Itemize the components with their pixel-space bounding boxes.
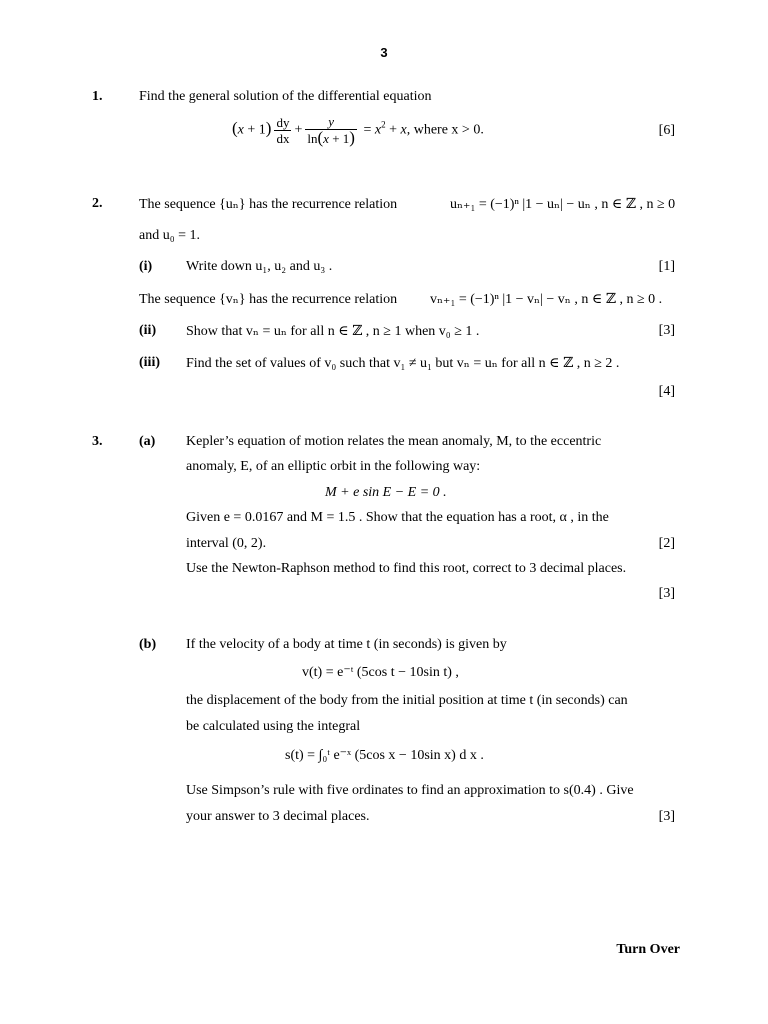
question-3-a-line-1: Kepler’s equation of motion relates the mean anomaly, M, to the eccentric [186,434,602,449]
question-3-a-label: (a) [139,434,156,449]
question-3-b-label: (b) [139,637,157,652]
question-3-a-line-2: anomaly, E, of an elliptic orbit in the following way: [186,459,481,474]
y-over-ln-fraction: $\frac{y}{\ln(x + 1)}$ [307,114,355,147]
question-2-iii-label: (iii) [139,355,160,370]
question-2-i-marks: [1] [658,259,675,274]
question-3-number: 3. [92,434,103,449]
question-1-equation: (x + 1) $\frac{dy}{dx}$ + $\frac{y}{\ln(x + 1)}$ = $x^2 + x$, where x > 0. [232,114,484,147]
question-2-initial-value: and u₀ = 1. [139,228,200,243]
question-3-a-marks-1: [2] [658,536,675,551]
question-2-ii-text: Show that vₙ = uₙ for all n ∈ ℤ , n ≥ 1 when v₀ ≥ 1 . [186,324,480,339]
dy-dx-fraction: $\frac{dy}{dx}$ [276,114,290,146]
question-2-ii-marks: [3] [658,323,675,338]
question-2-ii-label: (ii) [139,323,157,338]
question-3-b-line-1: If the velocity of a body at time t (in seconds) is given by [186,637,507,652]
displacement-integral: s(t) = ∫₀ᵗ e⁻ˣ (5cos x − 10sin x) d x . [285,748,484,763]
question-3-a-marks-2: [3] [658,586,675,601]
question-3-b-line-4: Use Simpson’s rule with five ordinates to find an approximation to s(0.4) . Give [186,783,634,798]
question-2-iii-marks: [4] [658,384,675,399]
question-2-v-relation: vₙ₊₁ = (−1)ⁿ |1 − vₙ| − vₙ , n ∈ ℤ , n ≥ 0 . [430,292,663,307]
question-3-a-line-4: interval (0, 2). [186,536,267,551]
question-3-a-line-3: Given e = 0.0167 and M = 1.5 . Show that the equation has a root, α , in the [186,510,609,525]
question-1-number: 1. [92,89,103,104]
question-3-b-line-2: the displacement of the body from the initial position at time t (in seconds) can [186,693,628,708]
question-2-relation: uₙ₊₁ = (−1)ⁿ |1 − uₙ| − uₙ , n ∈ ℤ , n ≥ 0 [450,197,676,212]
question-1-marks: [6] [658,123,675,138]
question-2-i-text: Write down u₁, u₂ and u₃ . [186,259,333,274]
question-2-intro: The sequence {uₙ} has the recurrence relation [139,197,398,212]
question-3-b-marks: [3] [658,809,675,824]
question-1-text: Find the general solution of the differential equation [139,89,432,104]
question-3-a-line-5: Use the Newton-Raphson method to find this root, correct to 3 decimal places. [186,561,627,576]
question-1-condition: , where x > 0. [406,122,484,138]
question-2-v-intro: The sequence {vₙ} has the recurrence relation [139,292,398,307]
question-3-b-line-3: be calculated using the integral [186,719,361,734]
question-3-b-line-5: your answer to 3 decimal places. [186,809,370,824]
question-2-iii-text: Find the set of values of v₀ such that v₁ ≠ u₁ but vₙ = uₙ for all n ∈ ℤ , n ≥ 2 . [186,356,620,371]
keplers-equation: M + e sin E − E = 0 . [325,485,447,500]
question-2-i-label: (i) [139,259,153,274]
question-2-number: 2. [92,196,103,211]
turn-over-footer: Turn Over [616,942,680,957]
page-number: 3 [380,45,388,60]
velocity-equation: v(t) = e⁻ᵗ (5cos t − 10sin t) , [302,665,459,680]
